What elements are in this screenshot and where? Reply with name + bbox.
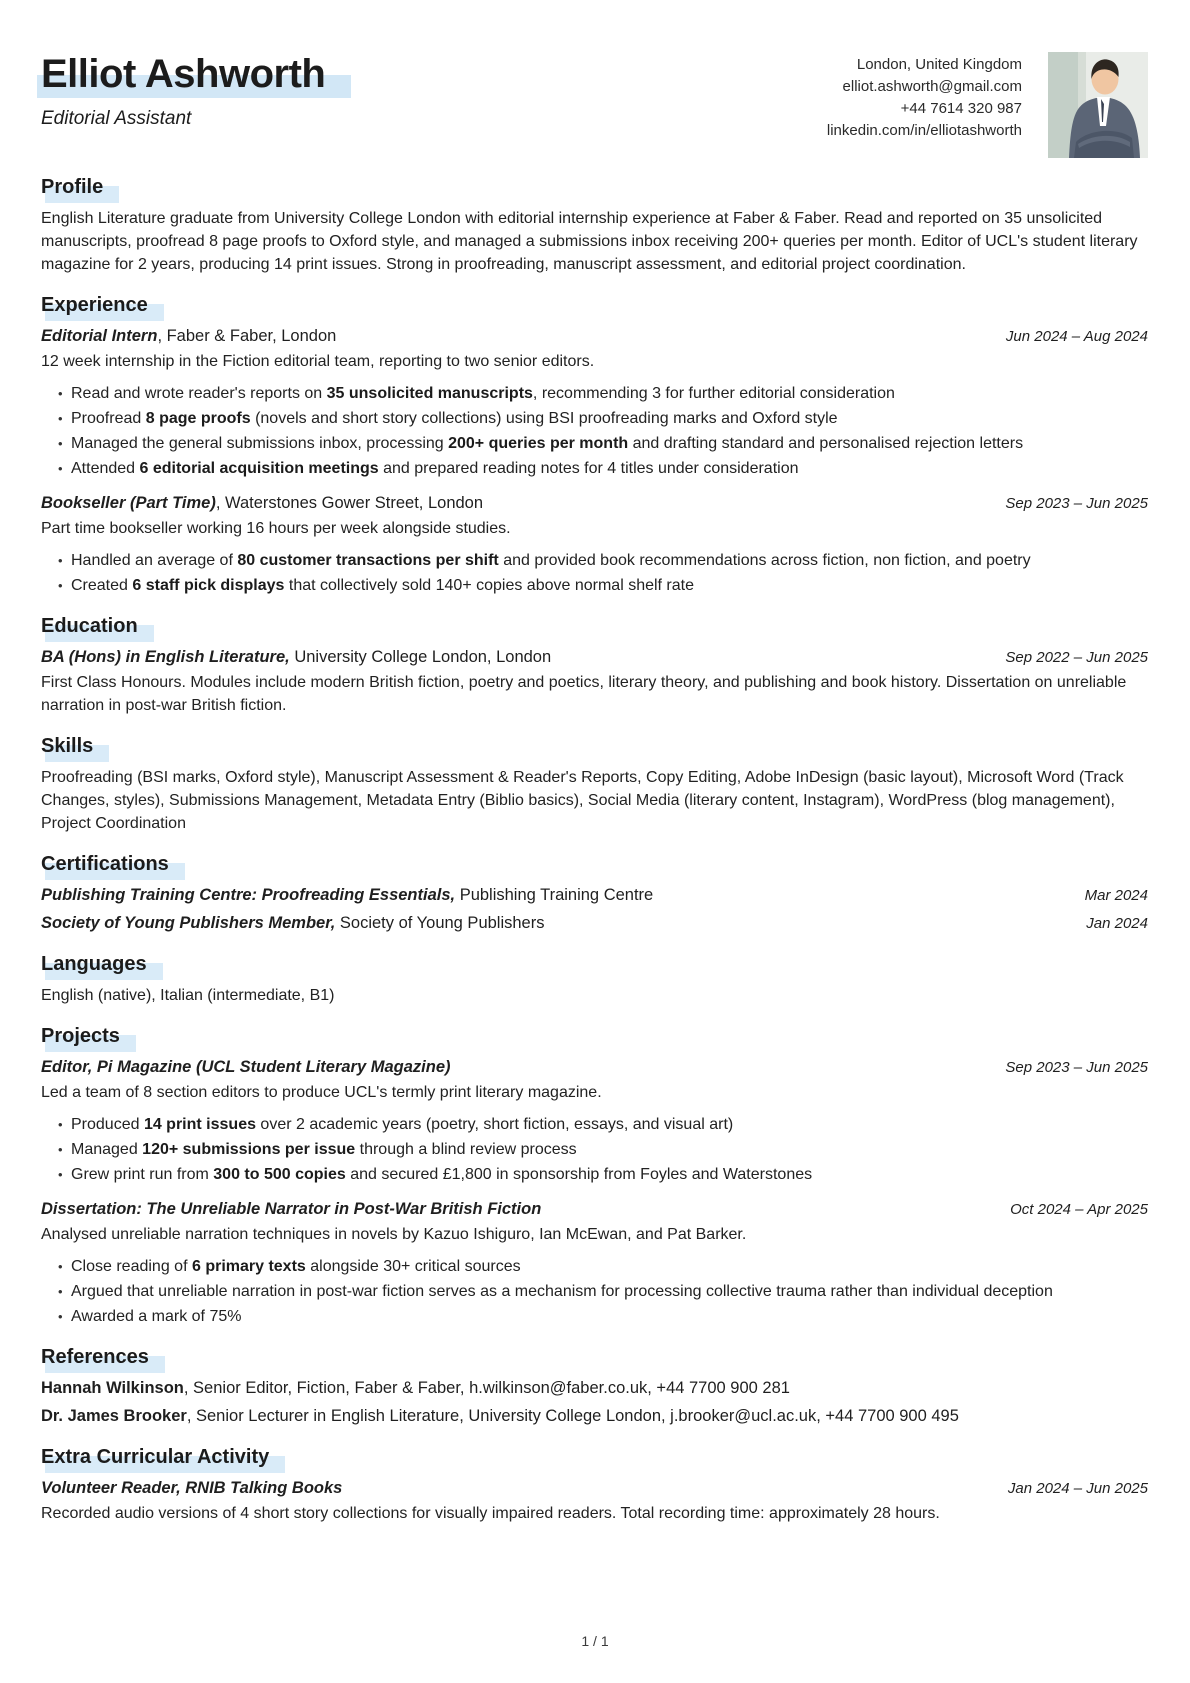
bullet-item	[58, 1163, 1148, 1186]
contact-location: London, United Kingdom	[856, 56, 1022, 73]
entry-title	[41, 912, 544, 935]
section-heading-text: References	[41, 1346, 149, 1368]
entry-title	[41, 884, 653, 907]
entry-header	[41, 1377, 1148, 1400]
profile-photo-illustration	[1048, 52, 1148, 158]
entry-title	[41, 1405, 959, 1428]
bullet-marker-icon: •	[58, 386, 63, 401]
bullet-text	[71, 577, 694, 594]
text-segment: , recommending 3 for further editorial consideration	[532, 385, 895, 402]
section-heading-references	[41, 1344, 1148, 1370]
entry	[41, 884, 1148, 907]
bullet-text	[71, 460, 799, 477]
entry-description: Led a team of 8 section editors to produce UCL's termly print literary magazine.	[41, 1084, 602, 1101]
entry-title-detail: , Faber & Faber, London	[157, 327, 337, 345]
text-segment: and drafting standard and personalised rejection letters	[628, 435, 1024, 452]
bullet-text	[71, 1116, 733, 1133]
entry	[41, 492, 1148, 597]
entry-header	[41, 1405, 1148, 1428]
entry-title-detail: University College London, London	[289, 648, 552, 666]
bullet-text	[71, 1308, 241, 1325]
page-indicator: 1 / 1	[581, 1633, 609, 1649]
section-heading-projects	[41, 1023, 1148, 1049]
section-heading-profile	[41, 174, 1148, 200]
section-heading-text: Profile	[41, 176, 104, 198]
contact-email: elliot.ashworth@gmail.com	[842, 78, 1022, 95]
text-segment: 14 print issues	[143, 1116, 256, 1133]
bullet-item	[58, 574, 1148, 597]
entry	[41, 1056, 1148, 1186]
section-heading-education	[41, 613, 1148, 639]
entry-description: Part time bookseller working 16 hours per week alongside studies.	[41, 520, 511, 537]
resume-header	[41, 52, 1148, 158]
entry-title	[41, 646, 551, 669]
entry-title-emphasis: BA (Hons) in English Literature,	[41, 648, 290, 666]
entry	[41, 1377, 1148, 1400]
entry-date: Jan 2024	[1086, 915, 1148, 932]
text-segment: Argued that unreliable narration in post-war fiction serves as a mechanism for processing collective trauma rather than individual deception	[71, 1283, 1053, 1300]
bullet-marker-icon: •	[58, 461, 63, 476]
entry	[41, 766, 1148, 835]
text-segment: Handled an average of	[71, 552, 238, 569]
entry-date: Sep 2022 – Jun 2025	[1005, 649, 1148, 666]
bullet-text	[71, 1283, 1053, 1300]
entry-description: Recorded audio versions of 4 short story collections for visually impaired readers. Total recording time: approximately 28 hours.	[41, 1505, 940, 1522]
section-profile	[41, 174, 1148, 276]
text-segment: 200+ queries per month	[448, 435, 629, 452]
entry-date: Jan 2024 – Jun 2025	[1007, 1480, 1148, 1497]
entry-description: First Class Honours. Modules include modern British fiction, poetry and poetics, literary theory, and publishing and book history. Dissertation on unreliable narration in post-war British fiction.	[41, 674, 1127, 714]
text-segment: 8 page proofs	[145, 410, 251, 427]
entry	[41, 646, 1148, 717]
section-heading-extra-curricular-activity	[41, 1444, 1148, 1470]
bullet-item	[58, 1280, 1148, 1303]
section-skills	[41, 733, 1148, 835]
section-heading-certifications	[41, 851, 1148, 877]
bullet-marker-icon: •	[58, 553, 63, 568]
entry-title-emphasis: Editorial Intern	[41, 327, 158, 345]
entry-title-emphasis: Publishing Training Centre: Proofreading Essentials,	[41, 886, 456, 904]
text-segment: and provided book recommendations across fiction, non fiction, and poetry	[498, 552, 1031, 569]
entry-title-detail: Society of Young Publishers	[335, 914, 545, 932]
entry-title-detail: , Senior Editor, Fiction, Faber & Faber, h.wilkinson@faber.co.uk, +44 7700 900 281	[183, 1379, 790, 1397]
text-segment: through a blind review process	[355, 1141, 577, 1158]
text-segment: Awarded a mark of 75%	[71, 1308, 242, 1325]
text-segment: and prepared reading notes for 4 titles under consideration	[378, 460, 799, 477]
text-segment: 6 staff pick displays	[132, 577, 285, 594]
entry-title-detail: , Senior Lecturer in English Literature, University College London, j.brooker@ucl.ac.uk, +44 7700 900 495	[186, 1407, 959, 1425]
entry	[41, 984, 1148, 1007]
bullet-text	[71, 435, 1023, 452]
entry-header	[41, 325, 1148, 348]
entry-title-emphasis: Dr. James Brooker	[41, 1407, 187, 1425]
entry-date: Sep 2023 – Jun 2025	[1005, 1059, 1148, 1076]
bullet-marker-icon: •	[58, 1167, 63, 1182]
text-segment: Read and wrote reader's reports on	[71, 385, 327, 402]
entry-header	[41, 1198, 1148, 1221]
entry-date: Mar 2024	[1084, 887, 1148, 904]
text-segment: 300 to 500 copies	[213, 1166, 346, 1183]
bullet-marker-icon: •	[58, 1142, 63, 1157]
entry-header	[41, 884, 1148, 907]
entry-header	[41, 646, 1148, 669]
bullet-list	[41, 549, 1148, 597]
bullet-item	[58, 549, 1148, 572]
entry-title-emphasis: Society of Young Publishers Member,	[41, 914, 336, 932]
bullet-list	[41, 1255, 1148, 1328]
text-segment: that collectively sold 140+ copies above normal shelf rate	[284, 577, 694, 594]
entry-title	[41, 492, 483, 515]
bullet-marker-icon: •	[58, 1284, 63, 1299]
section-heading-text: Certifications	[41, 853, 169, 875]
text-segment: (novels and short story collections) using BSI proofreading marks and Oxford style	[250, 410, 838, 427]
section-extra-curricular-activity	[41, 1444, 1148, 1525]
text-segment: Produced	[71, 1116, 144, 1133]
text-segment: Close reading of	[71, 1258, 192, 1275]
section-heading-text: Education	[41, 615, 138, 637]
entry-title-emphasis: Volunteer Reader, RNIB Talking Books	[41, 1479, 343, 1497]
section-heading-text: Languages	[41, 953, 147, 975]
contact-block	[827, 54, 1022, 142]
bullet-marker-icon: •	[58, 1309, 63, 1324]
bullet-list	[41, 1113, 1148, 1186]
candidate-name-text: Elliot Ashworth	[41, 52, 326, 96]
page-footer	[0, 1633, 1190, 1649]
text-segment: Created	[71, 577, 133, 594]
entry-date: Jun 2024 – Aug 2024	[1005, 328, 1148, 345]
entry	[41, 912, 1148, 935]
entry	[41, 1405, 1148, 1428]
section-references	[41, 1344, 1148, 1428]
bullet-marker-icon: •	[58, 411, 63, 426]
text-segment: Managed	[71, 1141, 143, 1158]
text-segment: 6 editorial acquisition meetings	[139, 460, 379, 477]
entry-description: 12 week internship in the Fiction editorial team, reporting to two senior editors.	[41, 353, 595, 370]
entry-header	[41, 492, 1148, 515]
entry-title-emphasis: Bookseller (Part Time)	[41, 494, 216, 512]
text-segment: Managed the general submissions inbox, processing	[71, 435, 449, 452]
bullet-marker-icon: •	[58, 1117, 63, 1132]
entry	[41, 207, 1148, 276]
bullet-item	[58, 457, 1148, 480]
bullet-text	[71, 1141, 577, 1158]
bullet-text	[71, 1258, 521, 1275]
text-segment: 120+ submissions per issue	[142, 1141, 356, 1158]
bullet-list	[41, 382, 1148, 480]
section-education	[41, 613, 1148, 717]
entry-header	[41, 1056, 1148, 1079]
bullet-text	[71, 410, 838, 427]
entry-title	[41, 325, 336, 348]
bullet-item	[58, 1113, 1148, 1136]
section-projects	[41, 1023, 1148, 1328]
entry-title	[41, 1477, 342, 1500]
bullet-marker-icon: •	[58, 1259, 63, 1274]
candidate-job-title: Editorial Assistant	[41, 108, 192, 129]
entry-description: Proofreading (BSI marks, Oxford style), Manuscript Assessment & Reader's Reports, Copy Editing, Adobe InDesign (basic layout), Microsoft Word (Track Changes, styles), Submissions Management, Metadata Entry (Biblio basics), Social Media (literary content, Instagram), WordPress (blog management), Project Coordination	[41, 769, 1124, 832]
entry-description: English (native), Italian (intermediate, B1)	[41, 987, 335, 1004]
entry-header	[41, 912, 1148, 935]
section-heading-text: Experience	[41, 294, 148, 316]
section-languages	[41, 951, 1148, 1007]
resume-body	[41, 174, 1148, 1525]
entry-date: Oct 2024 – Apr 2025	[1010, 1201, 1148, 1218]
section-heading-experience	[41, 292, 1148, 318]
section-heading-languages	[41, 951, 1148, 977]
bullet-text	[71, 552, 1031, 569]
section-certifications	[41, 851, 1148, 935]
text-segment: and secured £1,800 in sponsorship from Foyles and Waterstones	[345, 1166, 813, 1183]
contact-linkedin: linkedin.com/in/elliotashworth	[826, 122, 1022, 139]
bullet-text	[71, 385, 895, 402]
section-experience	[41, 292, 1148, 597]
bullet-item	[58, 1138, 1148, 1161]
profile-photo	[1048, 52, 1148, 158]
contact-phone: +44 7614 320 987	[900, 100, 1022, 117]
bullet-marker-icon: •	[58, 578, 63, 593]
section-heading-text: Skills	[41, 735, 94, 757]
bullet-item	[58, 382, 1148, 405]
text-segment: over 2 academic years (poetry, short fiction, essays, and visual art)	[255, 1116, 734, 1133]
bullet-item	[58, 1305, 1148, 1328]
bullet-item	[58, 407, 1148, 430]
entry-title-emphasis: Editor, Pi Magazine (UCL Student Literary Magazine)	[41, 1058, 451, 1076]
bullet-item	[58, 1255, 1148, 1278]
section-heading-text: Projects	[41, 1025, 120, 1047]
bullet-marker-icon: •	[58, 436, 63, 451]
text-segment: Proofread	[71, 410, 146, 427]
entry-title-detail: , Waterstones Gower Street, London	[215, 494, 484, 512]
entry-header	[41, 1477, 1148, 1500]
bullet-item	[58, 432, 1148, 455]
entry-title	[41, 1377, 790, 1400]
entry	[41, 1198, 1148, 1328]
entry	[41, 325, 1148, 480]
identity-block	[41, 52, 807, 130]
text-segment: 35 unsolicited manuscripts	[326, 385, 533, 402]
candidate-name	[41, 52, 807, 96]
entry-date: Sep 2023 – Jun 2025	[1005, 495, 1148, 512]
text-segment: alongside 30+ critical sources	[305, 1258, 521, 1275]
entry-description: Analysed unreliable narration techniques in novels by Kazuo Ishiguro, Ian McEwan, and Pat Barker.	[41, 1226, 747, 1243]
entry-title	[41, 1198, 541, 1221]
entry-title-detail: Publishing Training Centre	[455, 886, 654, 904]
entry	[41, 1477, 1148, 1525]
section-heading-skills	[41, 733, 1148, 759]
text-segment: 6 primary texts	[191, 1258, 306, 1275]
text-segment: 80 customer transactions per shift	[237, 552, 499, 569]
bullet-text	[71, 1166, 812, 1183]
text-segment: Grew print run from	[71, 1166, 214, 1183]
entry-title-emphasis: Dissertation: The Unreliable Narrator in Post-War British Fiction	[41, 1200, 542, 1218]
entry-title	[41, 1056, 451, 1079]
entry-title-emphasis: Hannah Wilkinson	[41, 1379, 184, 1397]
entry-description: English Literature graduate from University College London with editorial internship experience at Faber & Faber. Read and reported on 35 unsolicited manuscripts, proofread 8 page proofs to Oxford style, and managed a submissions inbox receiving 200+ queries per month. Editor of UCL's student literary magazine for 2 years, producing 14 print issues. Strong in proofreading, manuscript assessment, and editorial project coordination.	[41, 210, 1138, 273]
section-heading-text: Extra Curricular Activity	[41, 1446, 270, 1468]
text-segment: Attended	[71, 460, 140, 477]
